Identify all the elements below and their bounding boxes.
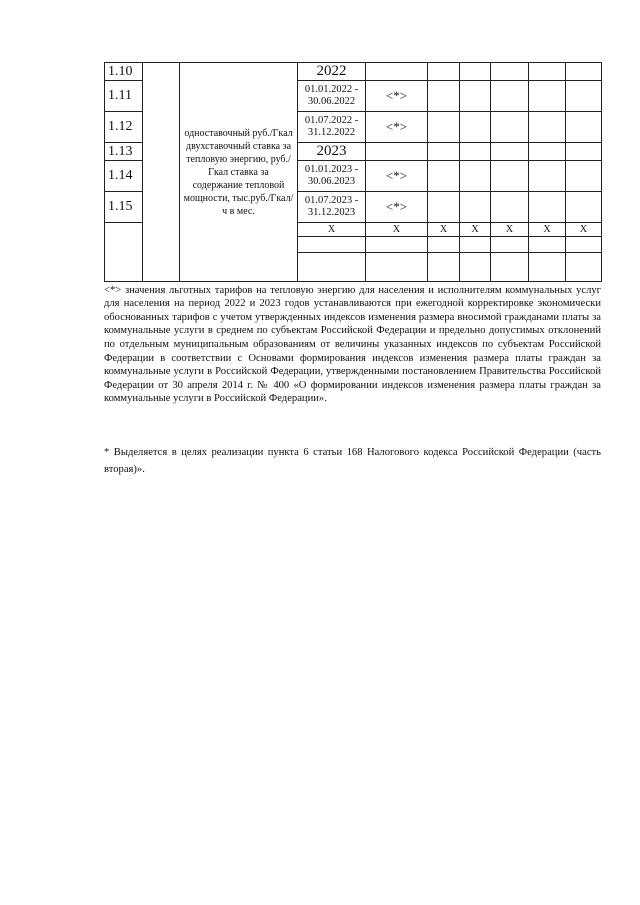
row-number: 1.15 (105, 192, 143, 223)
tariff-mark: <*> (366, 81, 428, 112)
year-cell: 2022 (298, 63, 366, 81)
row-number: 1.14 (105, 161, 143, 192)
x-mark: X (566, 223, 602, 237)
row-number: 1.13 (105, 143, 143, 161)
x-mark: X (298, 223, 366, 237)
footnote-tariffs: <*> значения льготных тарифов на тепловую энергию для населения и исполнителям коммунальных услуг для населения на период 2022 и 2023 годов устанавливаются при ежегодной корректировке экономически обоснованных тарифов с учетом утвержденных индексов изменения размера вносимой гражданами платы за коммунальные услуги в среднем по субъектам Российской Федерации и предельно допустимых отклонений по отдельным муниципальным образованиям от величины указанных индексов по субъектам Российской Федерации в соответствии с Основами формирования индексов изменения размера платы граждан за коммунальные услуги в Российской Федерации, утвержденными постановлением Правительства Российской Федерации от 30 апреля 2014 г. № 400 «О формировании индексов изменения размера платы граждан за коммунальные услуги в Российской Федерации». (104, 284, 601, 405)
empty-column-cell (143, 63, 180, 282)
period-cell: 01.07.2023 - 31.12.2023 (298, 192, 366, 223)
tariff-mark: <*> (366, 192, 428, 223)
units-cell: одноставочный руб./Гкал двухставочный ставка за тепловую энергию, руб./Гкал ставка за содержание тепловой мощности, тыс.руб./Гкал/ч в мес. (180, 63, 298, 282)
tariff-mark: <*> (366, 112, 428, 143)
row-number: 1.12 (105, 112, 143, 143)
tariff-mark: <*> (366, 161, 428, 192)
row-number: 1.11 (105, 81, 143, 112)
x-mark: X (529, 223, 566, 237)
empty-number-cell (105, 223, 143, 282)
period-cell: 01.07.2022 - 31.12.2022 (298, 112, 366, 143)
x-mark: X (366, 223, 428, 237)
x-mark: X (428, 223, 460, 237)
x-mark: X (491, 223, 529, 237)
period-cell: 01.01.2023 - 30.06.2023 (298, 161, 366, 192)
year-cell: 2023 (298, 143, 366, 161)
tariff-table (104, 62, 602, 282)
x-mark: X (460, 223, 491, 237)
row-number: 1.10 (105, 63, 143, 81)
footnote-tax-code: * Выделяется в целях реализации пункта 6 статьи 168 Налогового кодекса Российской Федерации (часть вторая)». (104, 446, 601, 475)
period-cell: 01.01.2022 - 30.06.2022 (298, 81, 366, 112)
table-row (105, 63, 602, 81)
